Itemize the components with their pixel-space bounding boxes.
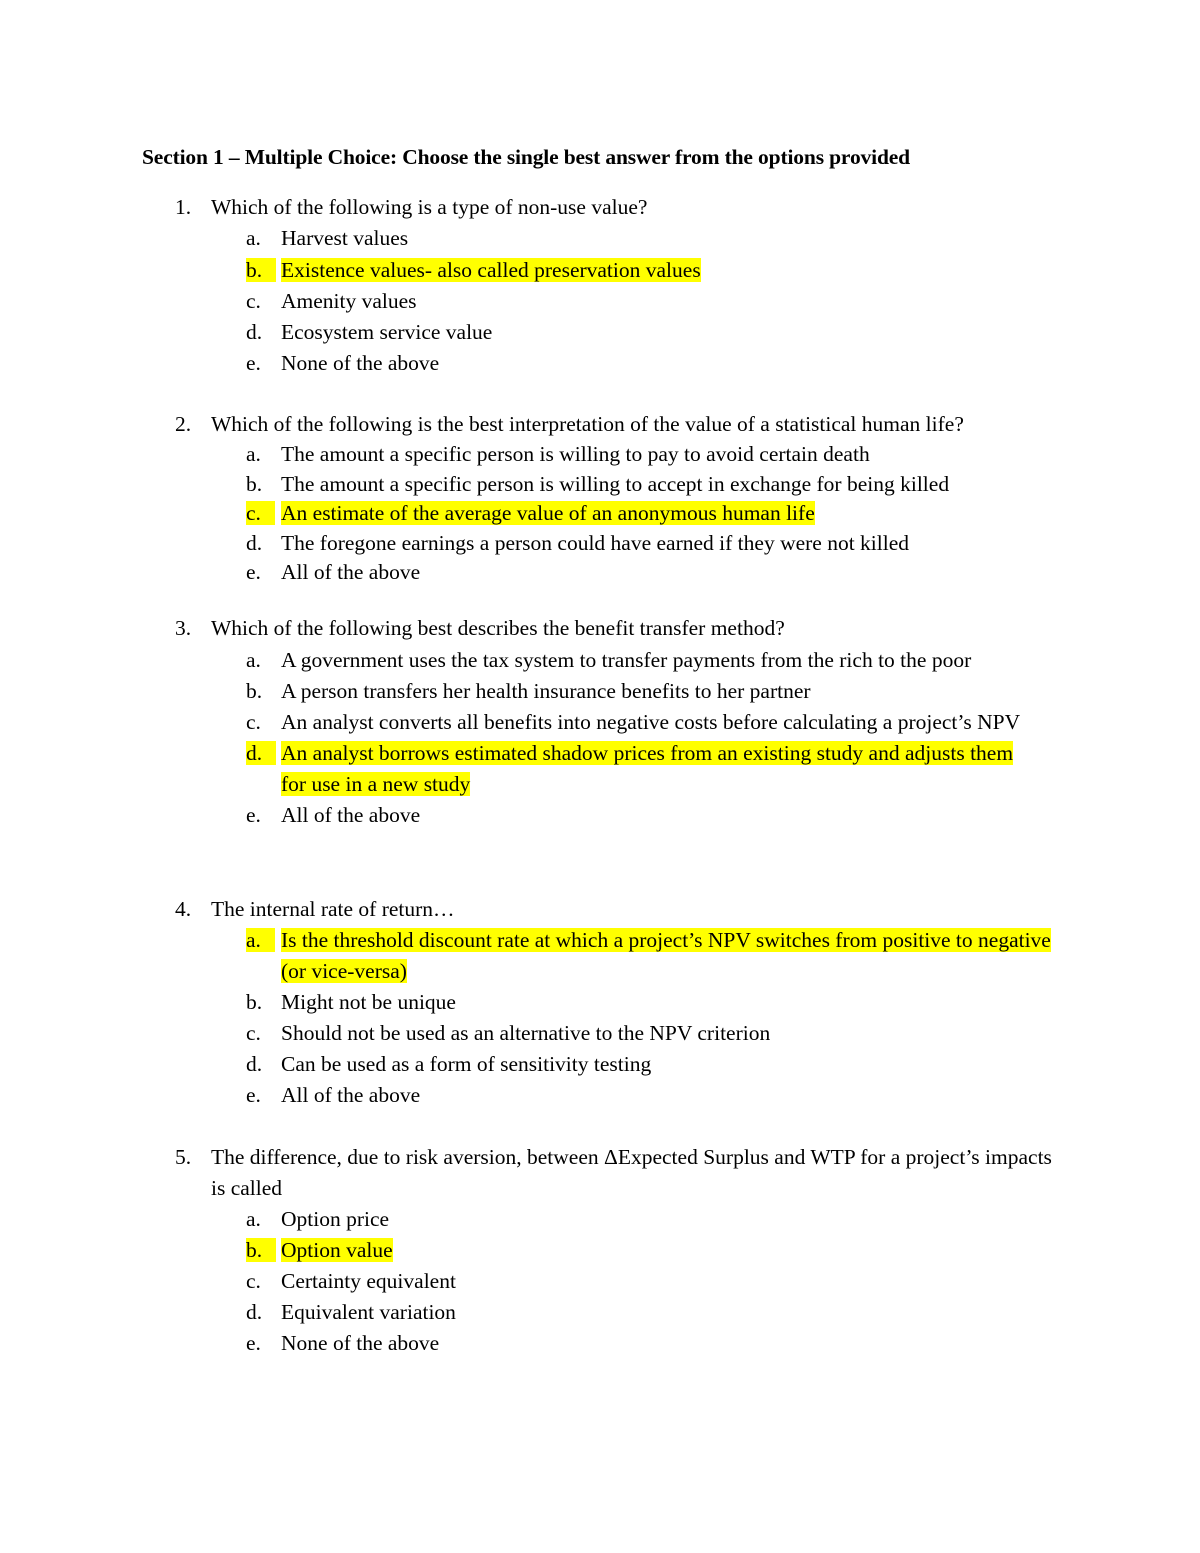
question-text: Which of the following best describes the benefit transfer method? [211, 616, 785, 640]
option-b-correct [246, 255, 1065, 286]
options-list [246, 1204, 1065, 1359]
option-text [281, 1235, 1065, 1266]
option-e [246, 348, 1065, 379]
question-stem [175, 894, 1065, 925]
option-e [246, 558, 1065, 588]
option-text: The amount a specific person is willing to accept in exchange for being killed [281, 471, 950, 496]
question-text: Which of the following is a type of non-use value? [211, 195, 648, 219]
option-c [246, 1018, 1065, 1049]
option-letter [246, 925, 281, 956]
option-letter: a. [246, 226, 261, 250]
question-4 [175, 894, 1065, 1111]
option-text: None of the above [281, 1331, 440, 1355]
option-text [281, 925, 1051, 987]
option-letter: d. [246, 320, 263, 344]
option-text [281, 738, 1041, 800]
option-text: All of the above [281, 1083, 421, 1107]
option-text: Harvest values [281, 226, 409, 250]
option-b-correct [246, 1235, 1065, 1266]
question-stem [175, 409, 1065, 440]
question-text: The internal rate of return… [211, 897, 455, 921]
question-stem [175, 192, 1065, 223]
option-d [246, 317, 1065, 348]
option-d [246, 529, 1065, 559]
question-number: 3. [175, 616, 192, 640]
highlighted-letter: d. [246, 741, 276, 765]
option-letter: b. [246, 471, 263, 496]
option-a [246, 645, 1065, 676]
highlighted-letter: c. [246, 501, 275, 525]
option-letter: e. [246, 560, 261, 584]
option-letter [246, 255, 281, 286]
option-text: None of the above [281, 351, 440, 375]
option-text: Equivalent variation [281, 1300, 456, 1324]
options-list [246, 645, 1065, 831]
option-a-correct [246, 925, 1065, 987]
highlighted-answer: An estimate of the average value of an anonymous human life [281, 501, 815, 525]
question-number: 5. [175, 1145, 192, 1169]
option-letter: e. [246, 1331, 261, 1355]
option-letter: c. [246, 710, 261, 734]
highlighted-letter: b. [246, 258, 276, 282]
question-number: 1. [175, 195, 192, 219]
option-text [281, 255, 1065, 286]
highlighted-letter: b. [246, 1238, 276, 1262]
option-text: A person transfers her health insurance benefits to her partner [281, 679, 811, 703]
option-letter: d. [246, 1300, 263, 1324]
option-text: The amount a specific person is willing to pay to avoid certain death [281, 442, 870, 466]
option-e [246, 1080, 1065, 1111]
question-number: 2. [175, 412, 192, 436]
question-text: Which of the following is the best interpretation of the value of a statistical human life? [211, 412, 964, 436]
option-b [246, 470, 1065, 500]
option-text: Amenity values [281, 289, 417, 313]
option-letter: a. [246, 442, 261, 466]
option-letter: e. [246, 351, 261, 375]
highlighted-letter: a. [246, 928, 275, 952]
option-text: Option price [281, 1207, 390, 1231]
option-text [281, 499, 1065, 529]
option-letter [246, 738, 281, 769]
option-letter: d. [246, 530, 263, 555]
option-d-correct [246, 738, 1065, 800]
option-c-correct [246, 499, 1065, 529]
options-list [246, 223, 1065, 379]
highlighted-answer: Option value [281, 1238, 393, 1262]
option-text: Might not be unique [281, 990, 456, 1014]
option-text: Ecosystem service value [281, 320, 493, 344]
question-number: 4. [175, 897, 192, 921]
question-3 [175, 613, 1065, 831]
option-c [246, 707, 1065, 738]
option-text: Certainty equivalent [281, 1269, 456, 1293]
option-b [246, 987, 1065, 1018]
option-text: An analyst converts all benefits into negative costs before calculating a project’s NPV [281, 710, 1021, 734]
option-letter: e. [246, 1083, 261, 1107]
section-title: Section 1 – Multiple Choice: Choose the single best answer from the options provided [142, 145, 910, 169]
question-stem [175, 1142, 1065, 1204]
option-c [246, 286, 1065, 317]
option-text: The foregone earnings a person could have earned if they were not killed [281, 530, 910, 555]
option-text: All of the above [281, 803, 421, 827]
option-a [246, 223, 1065, 254]
option-a [246, 1204, 1065, 1235]
option-letter: c. [246, 1021, 261, 1045]
question-5 [175, 1142, 1065, 1359]
option-b [246, 676, 1065, 707]
option-letter: b. [246, 679, 263, 703]
option-letter [246, 1235, 281, 1266]
option-a [246, 440, 1065, 470]
option-d [246, 1297, 1065, 1328]
option-e [246, 800, 1065, 831]
option-letter: e. [246, 803, 261, 827]
highlighted-answer: Is the threshold discount rate at which a project’s NPV switches from positive to negative (or vice-versa) [281, 928, 1051, 983]
question-stem [175, 613, 1065, 644]
option-text: Can be used as a form of sensitivity testing [281, 1052, 652, 1076]
option-letter: a. [246, 648, 261, 672]
option-d [246, 1049, 1065, 1080]
highlighted-answer: An analyst borrows estimated shadow prices from an existing study and adjusts them for use in a new study [281, 741, 1014, 796]
option-letter: a. [246, 1207, 261, 1231]
option-e [246, 1328, 1065, 1359]
options-list [246, 440, 1065, 588]
option-letter: c. [246, 289, 261, 313]
question-text: The difference, due to risk aversion, between ΔExpected Surplus and WTP for a project’s impacts is called [211, 1145, 1052, 1200]
option-letter [246, 499, 281, 529]
options-list [246, 925, 1065, 1111]
question-2 [175, 409, 1065, 588]
option-text: All of the above [281, 560, 421, 584]
option-letter: b. [246, 990, 263, 1014]
option-letter: c. [246, 1269, 261, 1293]
option-c [246, 1266, 1065, 1297]
option-text: A government uses the tax system to transfer payments from the rich to the poor [281, 648, 972, 672]
question-1 [175, 192, 1065, 379]
option-text: Should not be used as an alternative to the NPV criterion [281, 1021, 771, 1045]
option-letter: d. [246, 1052, 263, 1076]
highlighted-answer: Existence values- also called preservation values [281, 258, 701, 282]
